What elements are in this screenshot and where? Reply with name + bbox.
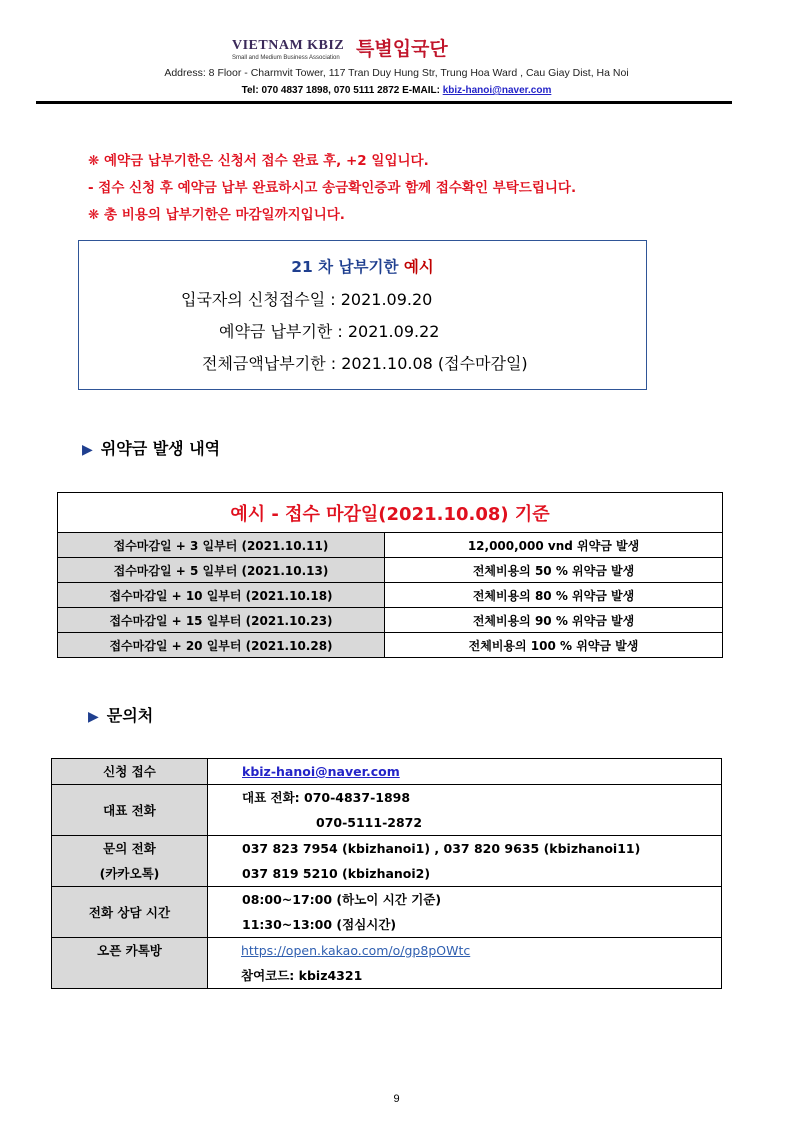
example-title-suffix: 예시	[398, 258, 434, 276]
header-contact	[0, 85, 793, 96]
table-row	[52, 785, 722, 836]
example-title-main: 21 차 납부기한	[291, 258, 399, 276]
contact-heading-text: 문의처	[106, 706, 154, 725]
notice-deposit-deadline: ❋ 예약금 납부기한은 신청서 접수 완료 후, +2 일입니다.	[88, 153, 429, 169]
table-row	[58, 558, 723, 583]
contact-label-main-phone: 대표 전화	[52, 785, 208, 836]
table-row	[52, 836, 722, 887]
example-application-date: 입국자의 신청접수일 : 2021.09.20	[181, 290, 433, 309]
logo-korean-title: 특별입국단	[356, 38, 448, 60]
triangle-right-icon: ▶	[82, 442, 93, 458]
office-hours: 08:00~17:00 (하노이 시간 기준)	[242, 892, 442, 907]
penalty-heading-text: 위약금 발생 내역	[100, 439, 221, 458]
contact-value-main-phone	[208, 785, 722, 836]
email-link[interactable]: kbiz-hanoi@naver.com	[242, 764, 400, 779]
penalty-amount: 12,000,000 vnd 위약금 발생	[385, 533, 723, 558]
table-row	[58, 633, 723, 658]
table-row	[58, 608, 723, 633]
penalty-table	[57, 492, 723, 658]
table-row	[52, 759, 722, 785]
main-phone-1: 대표 전화: 070-4837-1898	[242, 790, 411, 805]
main-phone-2: 070-5111-2872	[316, 815, 423, 830]
penalty-when: 접수마감일 + 10 일부터 (2021.10.18)	[58, 583, 385, 608]
contact-value-inquiry-phone	[208, 836, 722, 887]
kakao-phones-2: 037 819 5210 (kbizhanoi2)	[242, 866, 431, 881]
contact-value-openchat	[208, 938, 722, 989]
lunch-hours: 11:30~13:00 (점심시간)	[242, 917, 397, 932]
penalty-heading	[82, 436, 220, 459]
logo-subtitle: Small and Medium Business Association	[232, 55, 340, 61]
contact-label-inquiry-phone: 문의 전화 (카카오톡)	[52, 836, 208, 887]
openchat-link[interactable]: https://open.kakao.com/o/gp8pOWtc	[241, 943, 471, 958]
header-address: Address: 8 Floor - Charmvit Tower, 117 Tran Duy Hung Str, Trung Hoa Ward , Cau Giay Dist, Ha Noi	[164, 67, 629, 79]
example-title	[78, 255, 647, 277]
triangle-right-icon: ▶	[88, 709, 99, 725]
penalty-amount: 전체비용의 100 % 위약금 발생	[385, 633, 723, 658]
example-total-deadline: 전체금액납부기한 : 2021.10.08 (접수마감일)	[202, 354, 528, 373]
penalty-when: 접수마감일 + 5 일부터 (2021.10.13)	[58, 558, 385, 583]
header-divider	[36, 101, 732, 104]
page-number: 9	[393, 1093, 400, 1105]
penalty-when: 접수마감일 + 15 일부터 (2021.10.23)	[58, 608, 385, 633]
contact-label-hours: 전화 상담 시간	[52, 887, 208, 938]
kakao-phones-1: 037 823 7954 (kbizhanoi1) , 037 820 9635 (kbizhanoi11)	[242, 841, 641, 856]
penalty-amount: 전체비용의 90 % 위약금 발생	[385, 608, 723, 633]
contact-value-hours	[208, 887, 722, 938]
contact-heading	[88, 703, 153, 726]
contact-label-openchat: 오픈 카톡방	[52, 938, 208, 989]
openchat-code: 참여코드: kbiz4321	[241, 968, 363, 983]
penalty-when: 접수마감일 + 20 일부터 (2021.10.28)	[58, 633, 385, 658]
contact-value-application	[208, 759, 722, 785]
notice-deposit-confirm: - 접수 신청 후 예약금 납부 완료하시고 송금확인증과 함께 접수확인 부탁드립니다.	[88, 180, 577, 196]
notice-total-deadline: ❋ 총 비용의 납부기한은 마감일까지입니다.	[88, 207, 345, 223]
penalty-when: 접수마감일 + 3 일부터 (2021.10.11)	[58, 533, 385, 558]
penalty-table-title: 예시 - 접수 마감일(2021.10.08) 기준	[58, 493, 723, 533]
header-email-link[interactable]: kbiz-hanoi@naver.com	[442, 85, 552, 96]
contact-label-application: 신청 접수	[52, 759, 208, 785]
logo-org-name: VIETNAM KBIZ	[232, 38, 345, 53]
table-row	[58, 583, 723, 608]
table-row	[52, 887, 722, 938]
table-row	[58, 533, 723, 558]
header-tel: Tel: 070 4837 1898, 070 5111 2872 E-MAIL:	[241, 85, 443, 96]
example-deposit-deadline: 예약금 납부기한 : 2021.09.22	[219, 322, 440, 341]
penalty-amount: 전체비용의 50 % 위약금 발생	[385, 558, 723, 583]
contact-table	[51, 758, 722, 989]
table-row	[52, 938, 722, 989]
penalty-amount: 전체비용의 80 % 위약금 발생	[385, 583, 723, 608]
